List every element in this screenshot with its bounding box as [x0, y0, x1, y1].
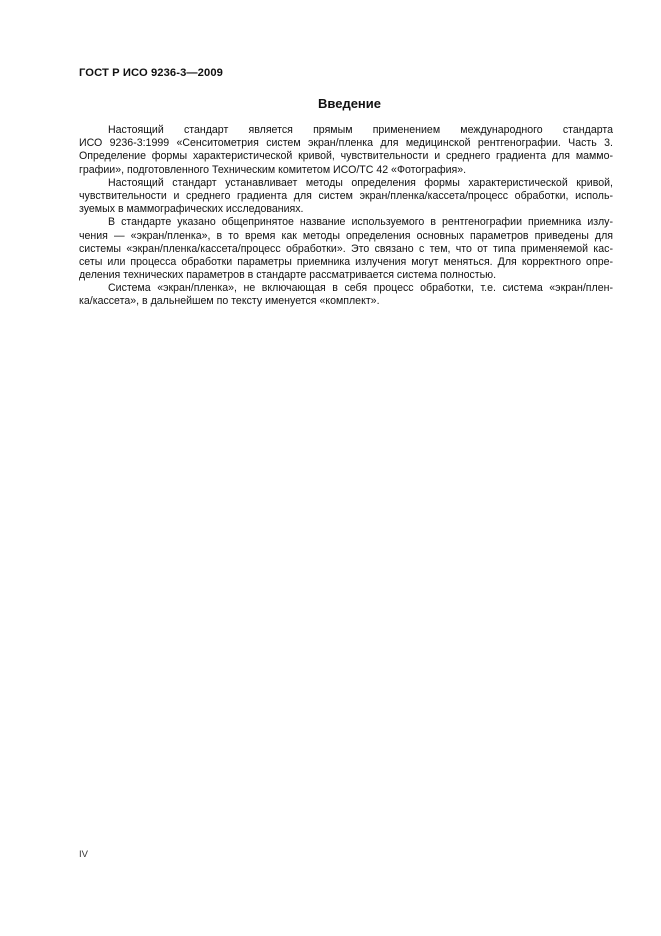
section-title	[0, 96, 661, 111]
text-line: деления технических параметров в стандарте рассматривается система полностью.	[79, 269, 497, 282]
text-line: Система «экран/пленка», не включающая в себя процесс обработки, т.е. система «экран/плен-	[108, 282, 613, 295]
text-line: системы «экран/пленка/кассета/процесс обработки». Это связано с тем, что от типа применяемой кас-	[79, 242, 613, 255]
document-header-standard-id: ГОСТ Р ИСО 9236-3—2009	[79, 67, 223, 79]
text-line: В стандарте указано общепринятое название используемого в рентгенографии приемника излу-	[108, 216, 613, 229]
paragraph-3	[79, 216, 613, 282]
text-line: ИСО 9236-3:1999 «Сенситометрия систем экран/пленка для медицинской рентгенографии. Часть 3.	[79, 137, 613, 150]
section-title-text: Введение	[318, 96, 381, 111]
paragraph-4	[79, 282, 613, 308]
text-line: чувствительности и среднего градиента для систем экран/пленка/кассета/процесс обработки, исполь-	[79, 189, 613, 202]
text-line: чения — «экран/пленка», в то время как методы определения основных параметров приведены для	[79, 229, 613, 242]
text-line: Настоящий стандарт устанавливает методы определения формы характеристической кривой,	[108, 176, 613, 189]
text-line: графии», подготовленного Техническим комитетом ИСО/ТС 42 «Фотография».	[79, 163, 467, 176]
text-line: зуемых в маммографических исследованиях.	[79, 203, 304, 216]
text-line: сеты или процесса обработки параметры приемника излучения могут меняться. Для корректного опре-	[79, 255, 613, 268]
introduction-body	[79, 124, 613, 309]
paragraph-2	[79, 177, 613, 217]
text-line: Настоящий стандарт является прямым применением международного стандарта	[108, 124, 613, 136]
text-line: Определение формы характеристической кривой, чувствительности и среднего градиента для маммо-	[79, 150, 613, 163]
page-number: IV	[79, 849, 88, 860]
paragraph-1	[79, 124, 613, 177]
text-line: ка/кассета», в дальнейшем по тексту именуется «комплект».	[79, 295, 380, 308]
